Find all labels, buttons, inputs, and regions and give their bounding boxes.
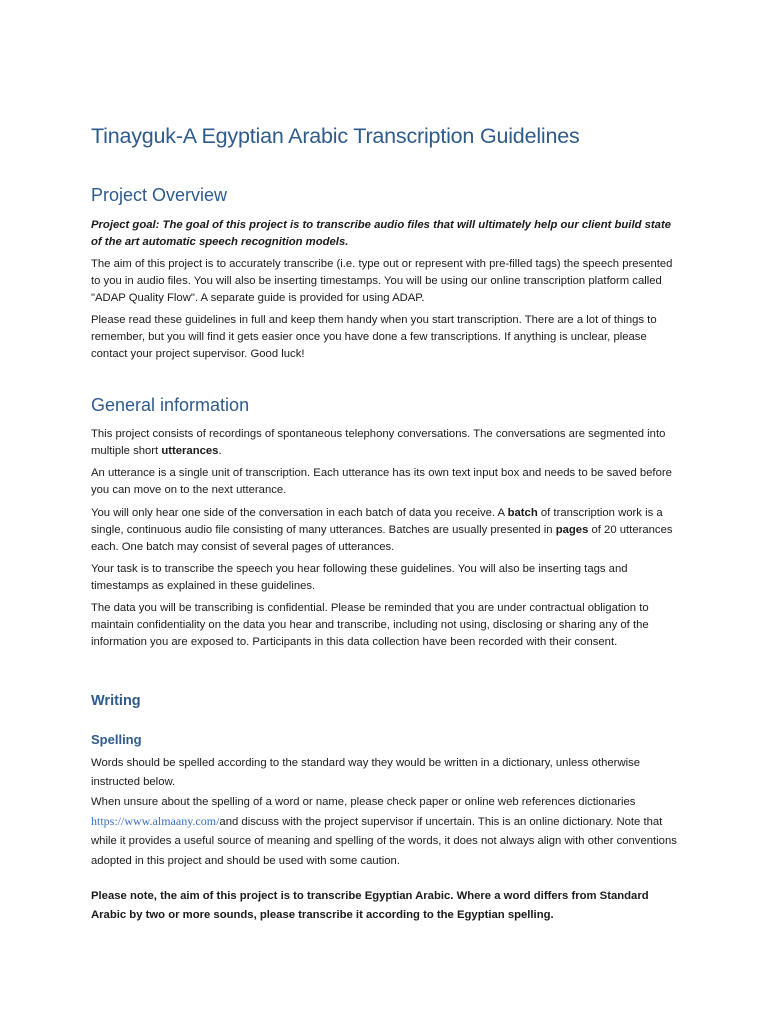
utterances-keyword: utterances (161, 444, 219, 457)
pages-keyword: pages (555, 523, 589, 536)
project-goal-paragraph: Project goal: The goal of this project is to transcribe audio files that will ultimately help our client build state of the art automatic speech recognition models. (91, 219, 671, 248)
project-aim-paragraph: The aim of this project is to accurately transcribe (i.e. type out or represent with pre-filled tags) the speech presented to you in audio files. You will also be inserting timestamps. You will be using our online transcription platform called "ADAP Quality Flow". A separate guide is provided for using ADAP. (91, 258, 673, 304)
spelling-standard-paragraph: Words should be spelled according to the standard way they would be written in a dictionary, unless otherwise instructed below. (91, 757, 641, 789)
task-paragraph: Your task is to transcribe the speech you hear following these guidelines. You will also be inserting tags and timestamps as explained in these guidelines. (91, 563, 628, 592)
document-title: Tinayguk-A Egyptian Arabic Transcription Guidelines (91, 124, 580, 148)
egyptian-arabic-note: Please note, the aim of this project is to transcribe Egyptian Arabic. Where a word differs from Standard Arabic by two or more sounds, please transcribe it according to the Egyptian spelling. (91, 890, 649, 921)
recordings-paragraph: This project consists of recordings of spontaneous telephony conversations. The conversations are segmented into multiple short utterances. (91, 428, 666, 457)
spelling-unsure-paragraph: When unsure about the spelling of a word or name, please check paper or online web references dictionaries https://www.almaany.com/and discuss with the project supervisor if uncertain. This is an online dictionary. Note that while it provides a useful source of meaning and spelling of the words, it does not always align with other conventions adopted in this project and should be used with some caution. (91, 796, 677, 867)
batch-paragraph: You will only hear one side of the conversation in each batch of data you receive. A batch of transcription work is a single, continuous audio file consisting of many utterances. Batches are usually presented in pages of 20 utterances each. One batch may consist of several pages of utterances. (91, 507, 673, 553)
read-guidelines-paragraph: Please read these guidelines in full and keep them handy when you start transcription. There are a lot of things to remember, but you will find it gets easier once you have done a few transcriptions. If anything is unclear, please contact your project supervisor. Good luck! (91, 314, 657, 360)
spelling-heading: Spelling (91, 732, 142, 747)
confidentiality-paragraph: The data you will be transcribing is confidential. Please be reminded that you are under contractual obligation to maintain confidentiality on the data you hear and transcribe, including not using, disclosing or sharing any of the information you are exposed to. Participants in this data collection have been recorded with their consent. (91, 602, 649, 648)
dictionary-link[interactable]: https://www.almaany.com/ (91, 814, 220, 829)
writing-heading: Writing (91, 693, 141, 709)
general-information-heading: General information (91, 395, 250, 415)
project-overview-heading: Project Overview (91, 185, 228, 205)
batch-keyword: batch (507, 507, 538, 519)
utterance-definition-paragraph: An utterance is a single unit of transcription. Each utterance has its own text input box and needs to be saved before you can move on to the next utterance. (91, 467, 672, 496)
